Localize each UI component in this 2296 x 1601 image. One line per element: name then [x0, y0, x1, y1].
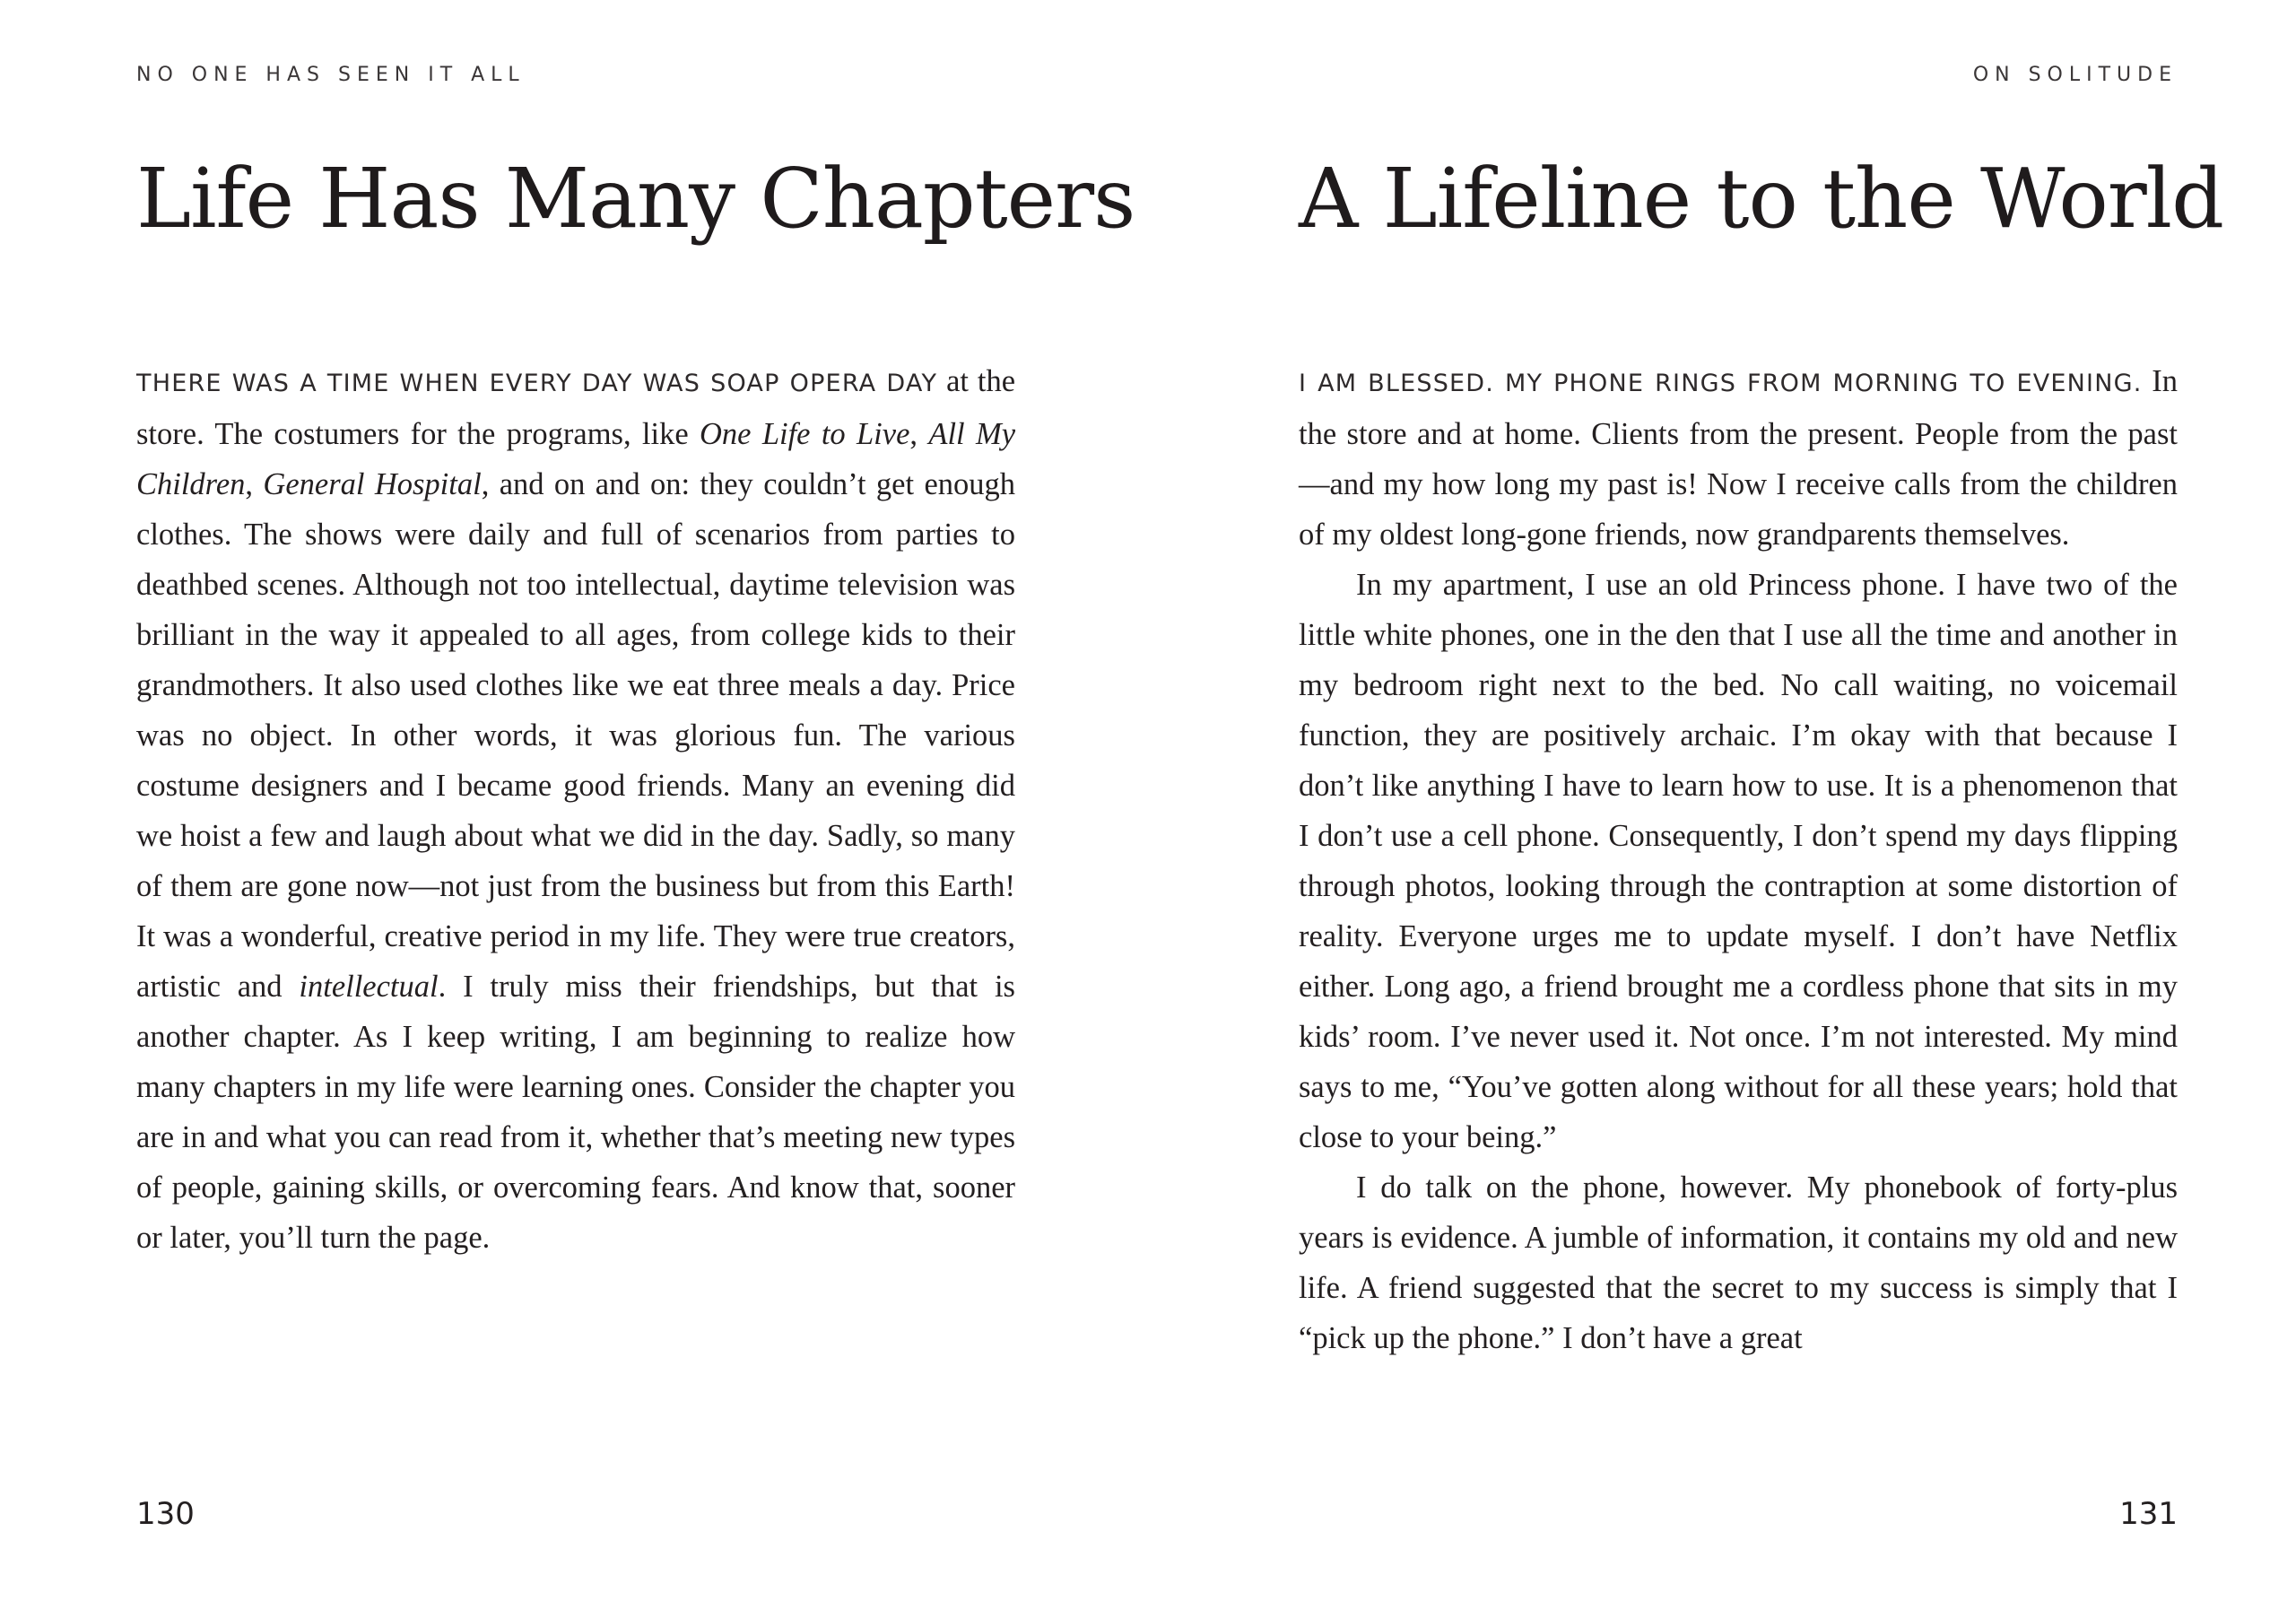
body-text: [136, 356, 1015, 1263]
page-number: 131: [2119, 1496, 2178, 1532]
emphasis-italic: intellectual: [299, 970, 439, 1004]
page-number: 130: [136, 1496, 195, 1532]
running-head-book-title: NO ONE HAS SEEN IT ALL: [136, 64, 526, 86]
left-page: [136, 0, 1135, 1601]
paragraph: I do talk on the phone, however. My phonebook of forty-plus years is evidence. A jumble of information, it contains my old and new life. A friend suggested that the secret to my success is simply that I “pick up the phone.” I don’t have a great: [1299, 1170, 2178, 1355]
paragraph: [1299, 356, 2178, 560]
text-run: In the store and at home. Clients from the present. People from the past—and my how long my past is! Now I receive calls from the children of my oldest long-gone friends, now grandparents themselves.: [1299, 364, 2179, 552]
lead-in-caps: I AM BLESSED. MY PHONE RINGS FROM MORNING TO EVENING.: [1299, 370, 2143, 397]
running-head-section: ON SOLITUDE: [1972, 64, 2178, 86]
text-run: at the store. The costumers for the programs, like: [136, 364, 1016, 451]
paragraph: [136, 356, 1015, 1263]
show-title-italic: One Life to Live: [700, 417, 910, 451]
body-text: [1299, 356, 2178, 1363]
paragraph: In my apartment, I use an old Princess phone. I have two of the little white phones, one in the den that I use all the time and another in my bedroom right next to the bed. No call waiting, no voicemail function, they are positively archaic. I’m okay with that because I don’t like anything I have to learn how to use. It is a phenomenon that I don’t use a cell phone. Consequently, I don’t spend my days flipping through photos, looking through the contraption at some distortion of reality. Everyone urges me to update myself. I don’t have Netflix either. Long ago, a friend brought me a cordless phone that sits in my kids’ room. I’ve never used it. Not once. I’m not interested. My mind says to me, “You’ve gotten along without for all these years; hold that close to your being.”: [1299, 568, 2178, 1154]
text-run: ,: [245, 467, 264, 501]
text-run: , and on and on: they couldn’t get enough clothes. The shows were daily and full of scenarios from parties to deathbed scenes. Although not too intellectual, daytime television was brilliant in the way it appealed to all ages, from college kids to their grandmothers. It also used clothes like we eat three meals a day. Price was no object. In other words, it was glorious fun. The various costume designers and I became good friends. Many an evening did we hoist a few and laugh about what we did in the day. Sadly, so many of them are gone now—not just from the business but from this Earth! It was a wonderful, creative period in my life. They were true creators, artistic and: [136, 467, 1016, 1004]
chapter-title: A Lifeline to the World: [1299, 151, 2224, 247]
show-title-italic: General Hospital: [263, 467, 482, 501]
chapter-title: Life Has Many Chapters: [136, 151, 1135, 247]
show-title-italic: All My Children: [136, 417, 1016, 501]
lead-in-caps: THERE WAS A TIME WHEN EVERY DAY WAS SOAP OPERA DAY: [136, 370, 938, 397]
text-run: ,: [909, 417, 929, 451]
right-page: [1299, 0, 2224, 1601]
text-run: . I truly miss their friendships, but that is another chapter. As I keep writing, I am beginning to realize how many chapters in my life were learning ones. Consider the chapter you are in and what you can read from it, whether that’s meeting new types of people, gaining skills, or overcoming fears. And know that, sooner or later, you’ll turn the page.: [136, 970, 1015, 1255]
